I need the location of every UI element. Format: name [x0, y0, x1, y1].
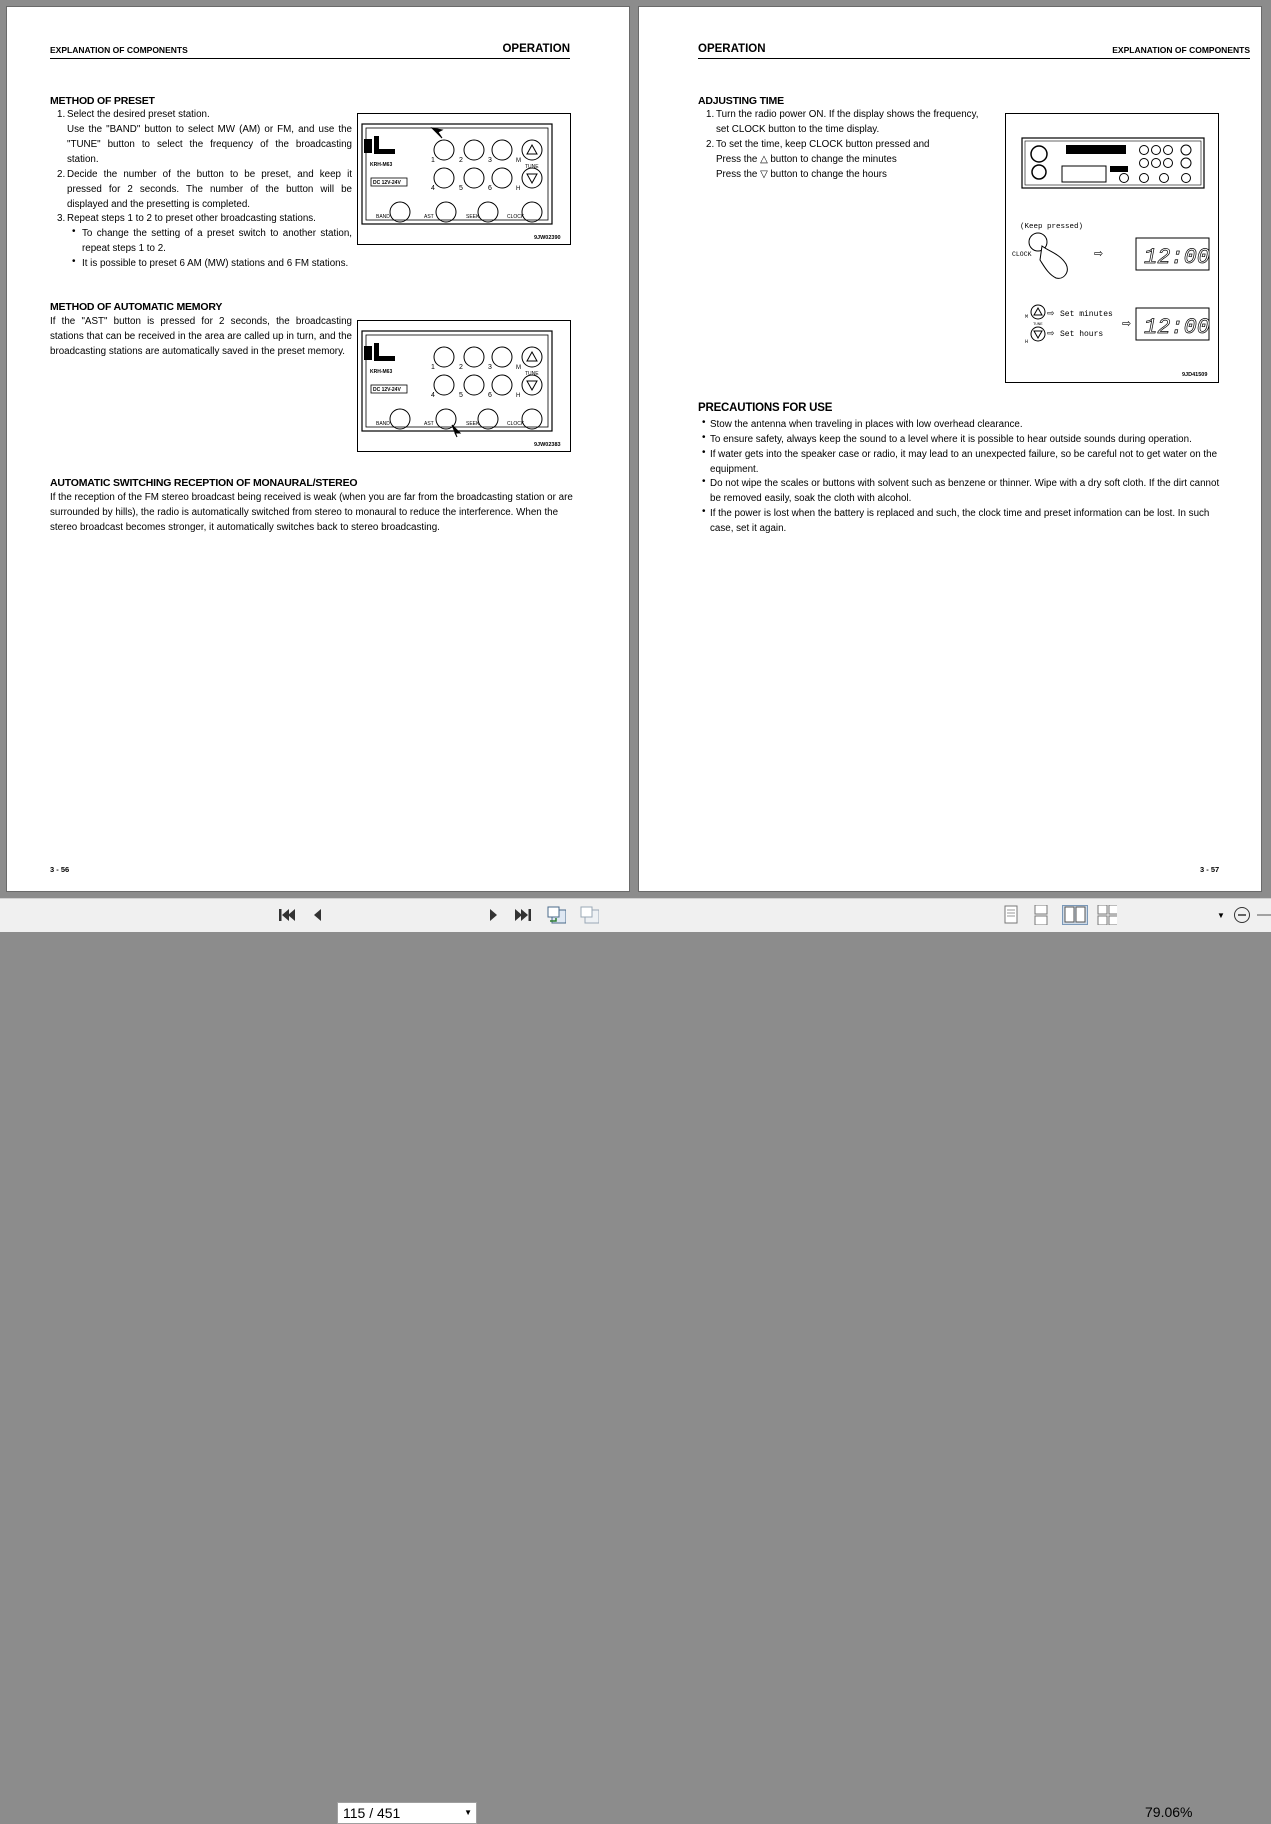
adjust-step2-c: Press the ▽ button to change the hours: [716, 169, 887, 180]
svg-text:3: 3: [488, 157, 492, 164]
triangle-down-icon: [527, 174, 537, 183]
mono-stereo-body: If the reception of the FM stereo broadcast being received is weak (when you are far from the broadcasting station or are surrounded by hills), the radio is automatically switched from stereo to monaural to reduce the interference. When the stereo broadcast becomes stronger, it automatically switches back to stereo broadcasting.: [50, 492, 573, 533]
adjust-step1-a: Turn the radio power ON. If the display shows the frequency,: [716, 109, 979, 120]
preset-6-button: [492, 375, 512, 395]
preset-step2: Decide the number of the button to be preset, and keep it pressed for 2 seconds. The number of the button will be displayed and the presetting is completed.: [67, 169, 352, 210]
band-button: [390, 202, 410, 222]
svg-text:12:00: 12:00: [1144, 245, 1211, 270]
single-page-view-button[interactable]: [1001, 905, 1021, 925]
svg-text:CLOCK: CLOCK: [507, 214, 525, 220]
last-page-icon: [514, 907, 532, 923]
set-hours-label: Set hours: [1060, 330, 1104, 339]
tune-up-button: [522, 347, 542, 367]
tune-down-button: [522, 375, 542, 395]
previous-view-button[interactable]: [546, 905, 566, 925]
continuous-facing-view-button[interactable]: [1097, 905, 1117, 925]
preset-6-button: [492, 168, 512, 188]
bullet-dot: •: [72, 256, 76, 267]
arrow-right-icon: ⇨: [1122, 319, 1132, 331]
step-number: 1.: [706, 109, 715, 120]
header-right: EXPLANATION OF COMPONENTS: [1112, 45, 1250, 55]
step-number: 2.: [706, 139, 715, 150]
svg-text:⇨: ⇨: [1047, 309, 1055, 319]
svg-text:6: 6: [488, 185, 492, 192]
clock-button: [522, 202, 542, 222]
voltage-label: DC 12V-24V: [373, 387, 401, 393]
preset-5-button: [464, 168, 484, 188]
svg-text:4: 4: [431, 185, 435, 192]
page-number: 3 - 56: [50, 865, 70, 874]
continuous-facing-icon: [1097, 905, 1117, 925]
radio-panel-figure-preset: [357, 113, 571, 245]
svg-text:M: M: [1025, 314, 1029, 320]
next-view-button[interactable]: [579, 905, 599, 925]
facing-pages-view-button[interactable]: [1062, 905, 1088, 925]
continuous-page-icon: [1033, 905, 1049, 925]
set-minutes-label: Set minutes: [1060, 310, 1113, 319]
adjust-step2-b: Press the △ button to change the minutes: [716, 154, 897, 165]
page-header: [698, 40, 1250, 59]
model-label: KRH-M63: [370, 369, 393, 375]
precaution-item: To ensure safety, always keep the sound to a level where it is possible to hear outside sounds during operation.: [710, 434, 1192, 445]
page-3-57: OPERATION EXPLANATION OF COMPONENTS ADJUSTING TIME 1. Turn the radio power ON. If the display shows the frequency, set CLOCK button to the time display. 2. To set the time, keep CLOCK button pressed and Press the △ button to change the minutes Press the ▽ button to change the hours (Keep pressed) CLOCK ⇨ 12:00 M H TUNE ⇨ Set minutes ⇨ Set hours ⇨ 12:00 9JD41509 PRECAUTIONS FOR USE • Stow the antenna when traveling in places with low overhead clearance. • To ensure safety, always keep the sound to a level where it is possible to hear outside sounds during operation. • If water gets into the speaker case or radio, it may lead to an unexpected failure, so be careful not to get water on the equipment. • Do not wipe the scales or buttons with solvent such as benzene or thinner. Wipe with a dry soft cloth. If the dirt cannot be removed easily, soak the cloth with alcohol. • If the power is lost when the battery is replaced and such, the clock time and preset information can be lost. In such case, set it again. 3 - 57: [638, 6, 1262, 892]
triangle-up-icon: [527, 352, 537, 361]
zoom-dropdown-button[interactable]: [1216, 905, 1226, 925]
tune-down-button: [522, 168, 542, 188]
svg-text:M: M: [516, 365, 521, 371]
zoom-level[interactable]: 79.06%: [1145, 1804, 1193, 1820]
header-right: OPERATION: [502, 43, 570, 55]
seek-button: [478, 409, 498, 429]
preset-step1-a: Select the desired preset station.: [67, 109, 210, 120]
first-page-icon: [278, 907, 296, 923]
preset-4-button: [434, 375, 454, 395]
brand-logo: [364, 343, 395, 361]
continuous-view-button[interactable]: [1031, 905, 1051, 925]
next-page-icon: [488, 907, 500, 923]
adjusting-time-title: ADJUSTING TIME: [698, 95, 784, 107]
svg-text:12:00: 12:00: [1144, 315, 1211, 340]
preset-bullet2: It is possible to preset 6 AM (MW) stations and 6 FM stations.: [82, 258, 349, 269]
preset-title: METHOD OF PRESET: [50, 95, 155, 107]
preset-1-button: [434, 140, 454, 160]
svg-text:2: 2: [459, 364, 463, 371]
step-number: 3.: [57, 213, 66, 224]
page-header: [50, 40, 570, 59]
svg-text:SEEK: SEEK: [466, 421, 480, 427]
step-number: 1.: [57, 109, 66, 120]
svg-text:M: M: [516, 158, 521, 164]
svg-text:6: 6: [488, 392, 492, 399]
precaution-item: If water gets into the speaker case or radio, it may lead to an unexpected failure, so be careful not to get water on the equipment.: [710, 449, 1218, 475]
figure-code: 9JW02390: [534, 235, 561, 241]
band-button: [390, 409, 410, 429]
svg-text:BAND: BAND: [376, 421, 390, 427]
svg-text:AST: AST: [424, 421, 434, 427]
clock-label: CLOCK: [1012, 251, 1032, 258]
voltage-label: DC 12V-24V: [373, 180, 401, 186]
clock-button: [522, 409, 542, 429]
svg-text:3: 3: [488, 364, 492, 371]
preset-2-button: [464, 347, 484, 367]
document-viewer: [0, 0, 1271, 898]
svg-text:TUNE: TUNE: [525, 164, 539, 170]
brand-logo: [364, 136, 395, 154]
pointer-arrow-icon: [432, 128, 442, 138]
svg-text:H: H: [1025, 339, 1029, 345]
preset-step3: Repeat steps 1 to 2 to preset other broadcasting stations.: [67, 213, 316, 224]
brand-logo: [1066, 145, 1126, 154]
preset-3-button: [492, 347, 512, 367]
bullet-dot: •: [72, 226, 76, 237]
facing-pages-icon: [1064, 906, 1086, 924]
preset-step1-b: Use the "BAND" button to select MW (AM) or FM, and use the "TUNE" button to select the frequency of the broadcasting station.: [67, 124, 352, 165]
preset-2-button: [464, 140, 484, 160]
precautions-title: PRECAUTIONS FOR USE: [698, 402, 833, 414]
precaution-item: If the power is lost when the battery is replaced and such, the clock time and preset information can be lost. In such case, set it again.: [710, 508, 1210, 534]
dropdown-caret-icon: ▼: [464, 1808, 472, 1817]
svg-text:5: 5: [459, 392, 463, 399]
precaution-item: Do not wipe the scales or buttons with solvent such as benzene or thinner. Wipe with a dry soft cloth. If the dirt cannot be removed easily, soak the cloth with alcohol.: [710, 478, 1220, 504]
preset-5-button: [464, 375, 484, 395]
preset-1-button: [434, 347, 454, 367]
triangle-up-icon: [1034, 308, 1042, 315]
page-number: 3 - 57: [1200, 865, 1220, 874]
mono-stereo-title: AUTOMATIC SWITCHING RECEPTION OF MONAURAL/STEREO: [50, 477, 358, 489]
svg-text:⇨: ⇨: [1047, 329, 1055, 339]
precaution-item: Stow the antenna when traveling in places with low overhead clearance.: [710, 419, 1023, 430]
zoom-out-button[interactable]: [1232, 905, 1252, 925]
next-view-icon: [579, 905, 599, 925]
triangle-down-icon: [527, 381, 537, 390]
svg-text:5: 5: [459, 185, 463, 192]
previous-view-icon: [546, 905, 566, 925]
zoom-slider[interactable]: [1257, 905, 1271, 925]
volume-knob: [1031, 146, 1047, 162]
header-left: OPERATION: [698, 43, 766, 55]
triangle-up-icon: [527, 145, 537, 154]
clock-adjust-figure: [1005, 113, 1219, 383]
preset-3-button: [492, 140, 512, 160]
ast-button: [436, 202, 456, 222]
adjust-step2-a: To set the time, keep CLOCK button pressed and: [716, 139, 930, 150]
page-indicator: 115 / 451: [343, 1805, 401, 1821]
triangle-down-icon: [1034, 331, 1042, 338]
svg-text:1: 1: [431, 157, 435, 164]
page-3-56: [6, 6, 630, 892]
svg-text:H: H: [516, 186, 521, 192]
tuning-knob: [1032, 165, 1046, 179]
svg-text:H: H: [516, 393, 521, 399]
auto-memory-body: If the "AST" button is pressed for 2 seconds, the broadcasting stations that can be received in the area are called up in turn, and the broadcasting stations are automatically saved in the preset memory.: [50, 316, 352, 357]
preset-bullet1: To change the setting of a preset switch to another station, repeat steps 1 to 2.: [82, 228, 352, 254]
svg-text:TUNE: TUNE: [525, 371, 539, 377]
zoom-out-icon: [1233, 906, 1251, 924]
svg-text:SEEK: SEEK: [466, 214, 480, 220]
model-label: KRH-M63: [370, 162, 393, 168]
next-page-button[interactable]: [484, 905, 504, 925]
keep-pressed-label: (Keep pressed): [1020, 223, 1084, 231]
figure-code: 9JD41509: [1182, 372, 1208, 378]
slider-track: [1257, 906, 1271, 924]
svg-text:TUNE: TUNE: [1033, 323, 1043, 327]
svg-text:1: 1: [431, 364, 435, 371]
svg-text:BAND: BAND: [376, 214, 390, 220]
radio-panel-figure-auto-memory: [357, 320, 571, 452]
hand-pointer-icon: [1040, 246, 1067, 278]
preset-4-button: [434, 168, 454, 188]
first-page-button[interactable]: [277, 905, 297, 925]
svg-text:2: 2: [459, 157, 463, 164]
dropdown-caret-icon: ▼: [1217, 910, 1225, 920]
header-left: EXPLANATION OF COMPONENTS: [50, 45, 188, 55]
step-number: 2.: [57, 169, 66, 180]
svg-text:4: 4: [431, 392, 435, 399]
figure-code: 9JW02383: [534, 442, 561, 448]
last-page-button[interactable]: [513, 905, 533, 925]
tune-up-button: [522, 140, 542, 160]
arrow-right-icon: ⇨: [1094, 249, 1104, 261]
auto-memory-title: METHOD OF AUTOMATIC MEMORY: [50, 301, 223, 313]
previous-page-icon: [311, 907, 323, 923]
svg-text:AST: AST: [424, 214, 434, 220]
single-page-icon: [1003, 905, 1019, 925]
page-number-input[interactable]: [337, 1802, 477, 1824]
svg-text:CLOCK: CLOCK: [507, 421, 525, 427]
viewer-toolbar: [0, 898, 1271, 1821]
previous-page-button[interactable]: [307, 905, 327, 925]
seek-button: [478, 202, 498, 222]
adjust-step1-b: set CLOCK button to the time display.: [716, 124, 880, 135]
